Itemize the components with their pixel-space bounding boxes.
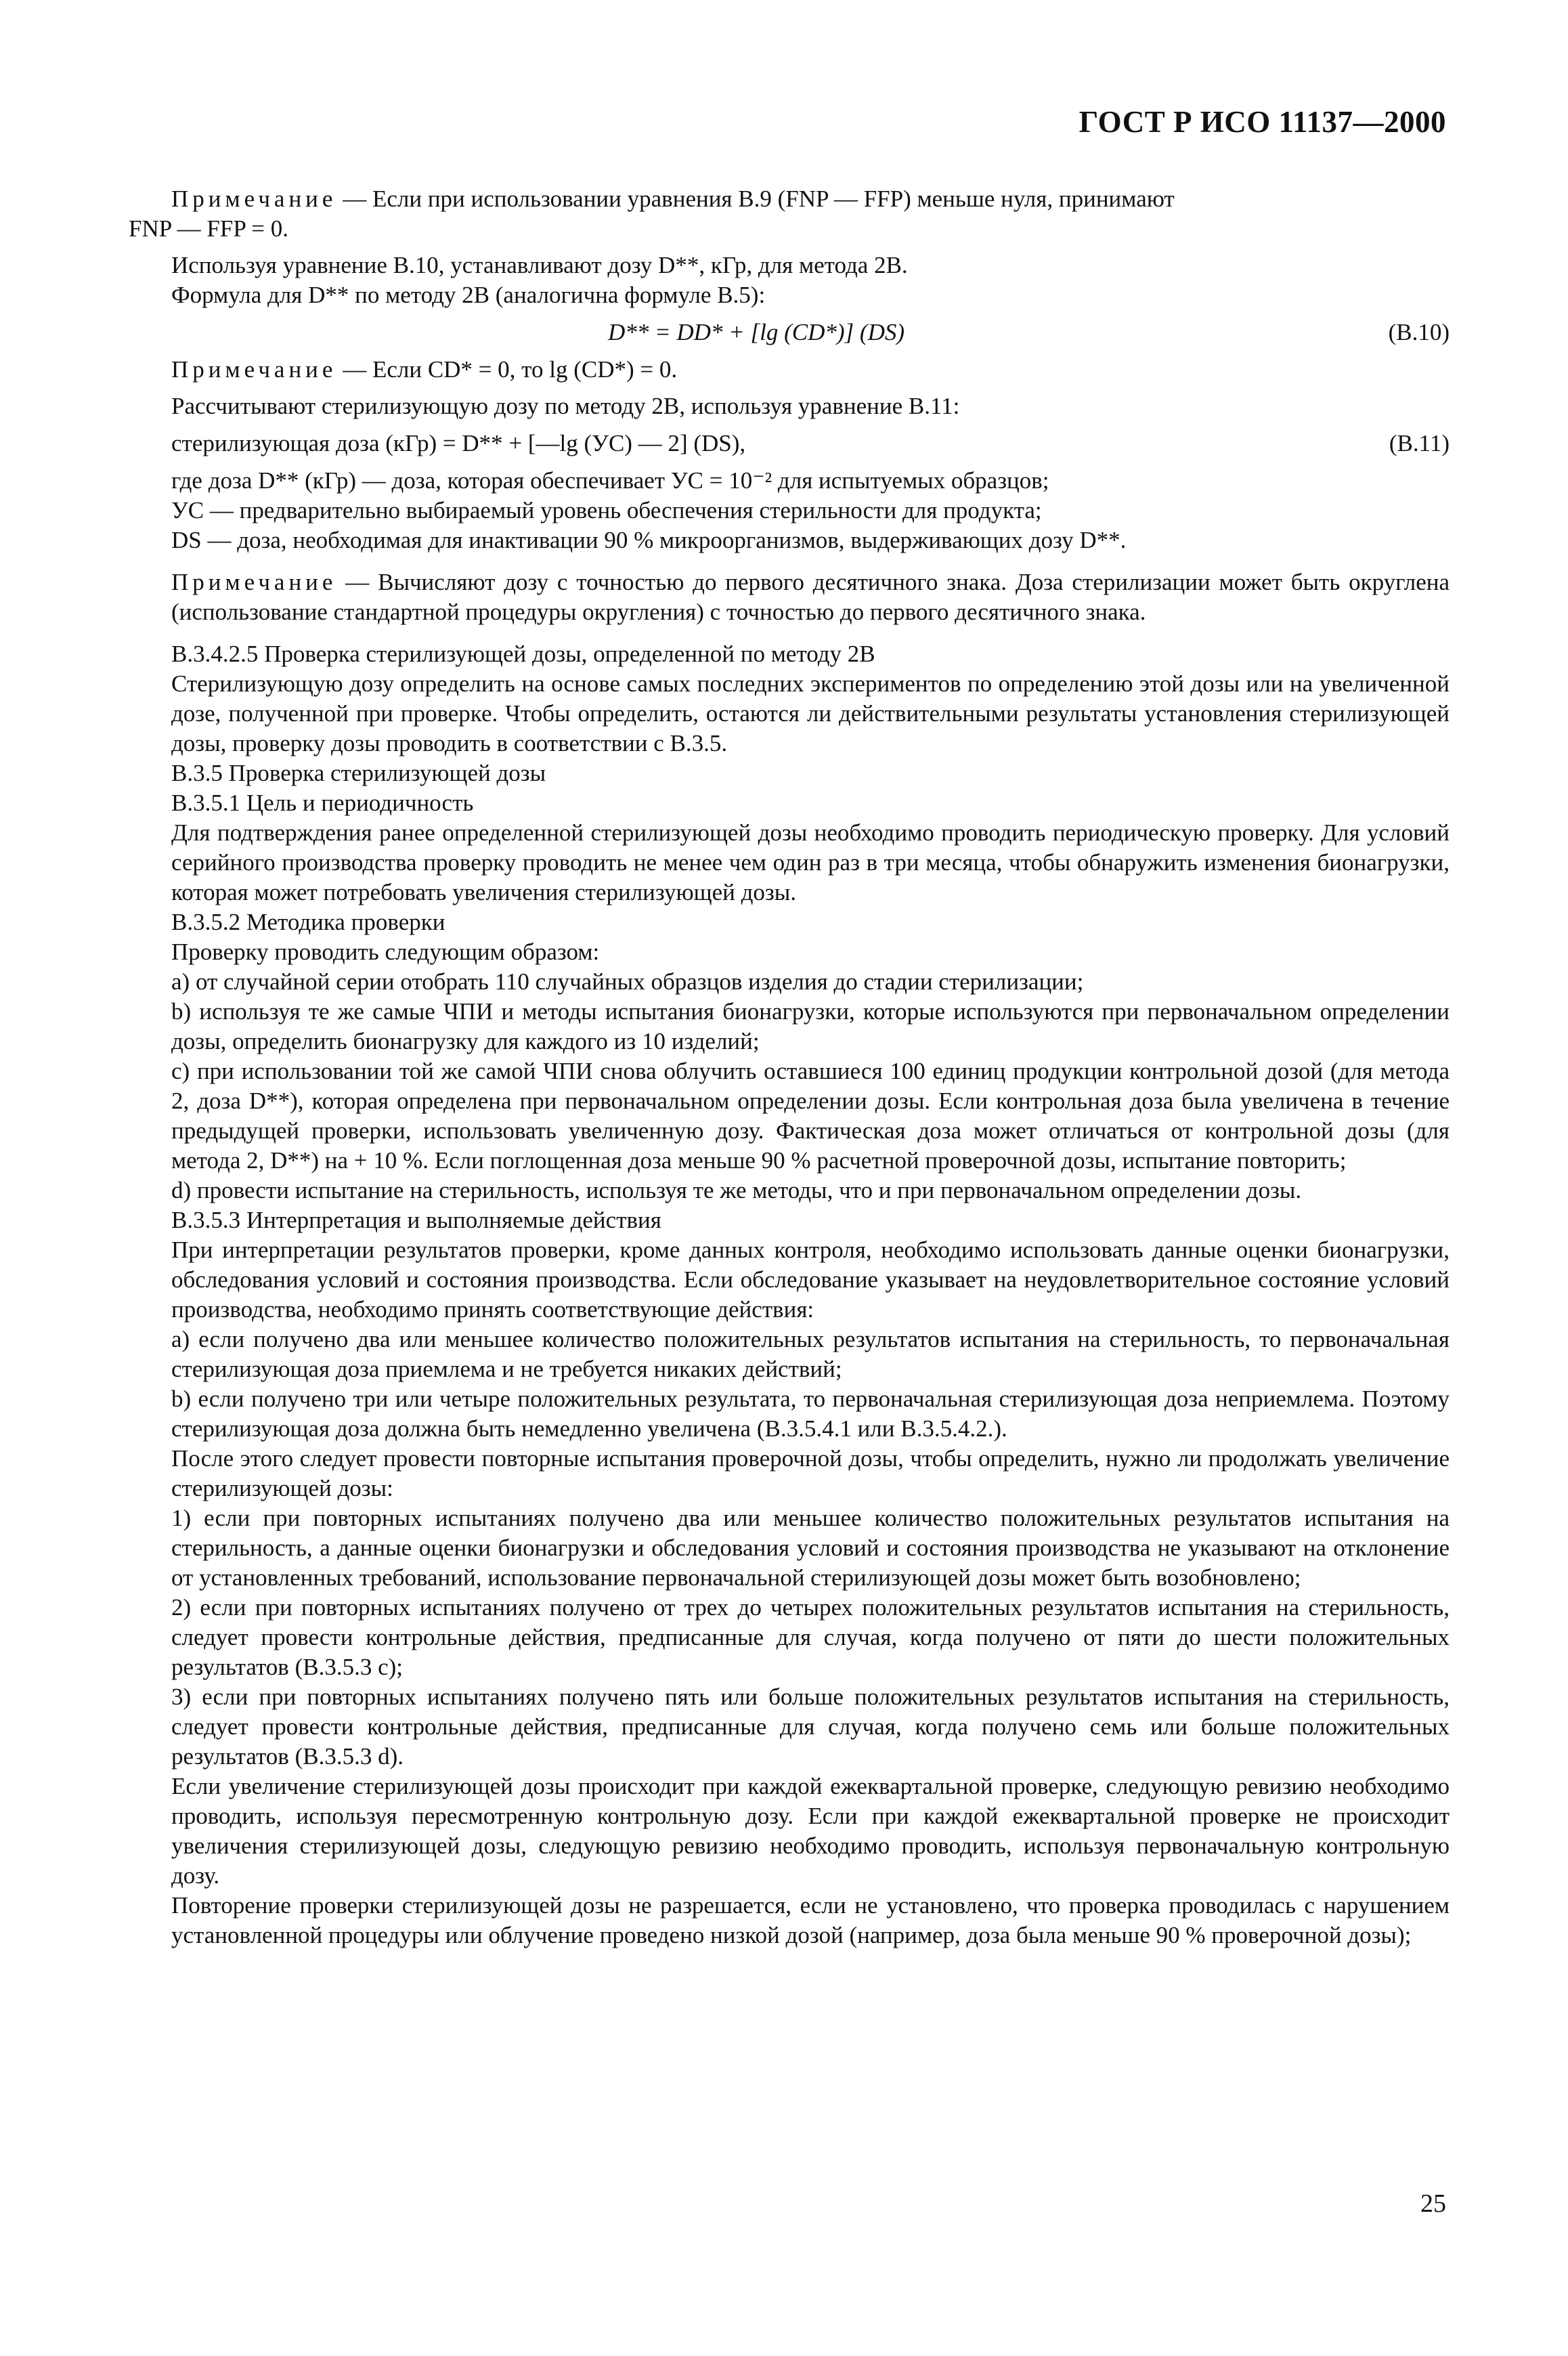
definition: где доза D** (кГр) — доза, которая обеспечивает УС = 10⁻² для испытуемых образцов; <box>171 467 1049 494</box>
paragraph: Рассчитывают стерилизующую дозу по методу 2В, используя уравнение В.11: <box>171 393 960 419</box>
standard-header: ГОСТ Р ИСО 11137—2000 <box>1079 105 1446 139</box>
equation-b11 <box>171 421 1450 466</box>
paragraph: Для подтверждения ранее определенной стерилизующей дозы необходимо проводить периодическую проверку. Для условий серийного производства проверку проводить не менее чем один раз в три месяца, чтобы обнаружить изменения бионагрузки, которая может потребовать увеличения стерилизующей дозы. <box>171 819 1450 905</box>
list-item: 1) если при повторных испытаниях получено два или меньшее количество положительных результатов испытания на стерильность, а данные оценки бионагрузки и обследования условий и состояния производства не указывают на отклонение от установленных требований, использование первоначальной стерилизующей дозы может быть возобновлено; <box>171 1505 1450 1591</box>
list-item: b) если получено три или четыре положительных результата, то первоначальная стерилизующая доза неприемлема. Поэтому стерилизующая доза должна быть немедленно увеличена (В.3.5.4.1 или В.3.5.4.2.). <box>171 1386 1450 1442</box>
definition: DS — доза, необходимая для инактивации 90 % микроорганизмов, выдерживающих дозу D**. <box>171 527 1127 553</box>
equation-b10 <box>171 310 1450 355</box>
note-1 <box>171 184 1450 214</box>
note-3 <box>171 567 1450 627</box>
list-item: b) используя те же самые ЧПИ и методы испытания бионагрузки, которые используются при первоначальном определении дозы, определить бионагрузку для каждого из 10 изделий; <box>171 998 1450 1054</box>
equation-body: стерилизующая доза (кГр) = D** + [—lg (УС) — 2] (DS), <box>171 430 746 456</box>
list-item: 3) если при повторных испытаниях получено пять или больше положительных результатов испытания на стерильность, следует провести контрольные действия, предписанные для случая, когда получено семь или больше положительных результатов (В.3.5.3 d). <box>171 1684 1450 1770</box>
section-heading: В.3.5.1 Цель и периодичность <box>171 790 474 816</box>
note-2 <box>171 355 1450 385</box>
equation-body: D** = DD* + [lg (CD*)] (DS) <box>607 319 905 345</box>
paragraph: Повторение проверки стерилизующей дозы не разрешается, если не установлено, что проверка проводилась с нарушением установленной процедуры или облучение проведено низкой дозой (например, доза была меньше 90 % проверочной дозы); <box>171 1892 1450 1948</box>
paragraph: После этого следует провести повторные испытания проверочной дозы, чтобы определить, нужно ли продолжать увеличение стерилизующей дозы: <box>171 1445 1450 1501</box>
list-item: d) провести испытание на стерильность, используя те же методы, что и при первоначальном определении дозы. <box>171 1177 1302 1203</box>
list-item: a) если получено два или меньшее количество положительных результатов испытания на стерильность, то первоначальная стерилизующая доза приемлема и не требуется никаких действий; <box>171 1326 1450 1382</box>
equation-number: (В.10) <box>1388 319 1450 345</box>
list-item: c) при использовании той же самой ЧПИ снова облучить оставшиеся 100 единиц продукции контрольной дозой (для метода 2, доза D**), которая определена при первоначальном определении дозы. Если контрольная доза была увеличена в течение предыдущей проверки, использовать увеличенную дозу. Фактическая доза может отличаться от контрольной дозы (для метода 2, D**) на + 10 %. Если поглощенная доза меньше 90 % расчетной проверочной дозы, испытание повторить; <box>171 1058 1450 1174</box>
note-label: Примечание <box>171 356 337 383</box>
note-text: — Если CD* = 0, то lg (CD*) = 0. <box>336 356 678 383</box>
page-content <box>129 184 1450 1950</box>
paragraph: Если увеличение стерилизующей дозы происходит при каждой ежеквартальной проверке, следующую ревизию необходимо проводить, используя пересмотренную контрольную дозу. Если при каждой ежеквартальной проверке не происходит увеличения стерилизующей дозы, следующую ревизию необходимо проводить, используя первоначальную контрольную дозу. <box>171 1773 1450 1889</box>
note-1-continuation: FNP — FFP = 0. <box>129 215 288 242</box>
paragraph: Используя уравнение В.10, устанавливают дозу D**, кГр, для метода 2В. <box>171 252 908 278</box>
list-item: 2) если при повторных испытаниях получено от трех до четырех положительных результатов испытания на стерильность, следует провести контрольные действия, предписанные для случая, когда получено от пяти до шести положительных результатов (В.3.5.3 c); <box>171 1594 1450 1680</box>
section-heading: В.3.5 Проверка стерилизующей дозы <box>171 760 546 786</box>
note-label: Примечание <box>171 186 337 212</box>
note-text: — Если при использовании уравнения В.9 (FNP — FFP) меньше нуля, принимают <box>336 186 1175 212</box>
page-number: 25 <box>1420 2189 1446 2218</box>
list-item: a) от случайной серии отобрать 110 случайных образцов изделия до стадии стерилизации; <box>171 968 1084 995</box>
section-heading: В.3.5.3 Интерпретация и выполняемые действия <box>171 1207 661 1233</box>
definition: УС — предварительно выбираемый уровень обеспечения стерильности для продукта; <box>171 497 1042 523</box>
paragraph: Проверку проводить следующим образом: <box>171 939 600 965</box>
paragraph: Формула для D** по методу 2В (аналогична формуле В.5): <box>171 282 766 308</box>
section-heading: В.3.5.2 Методика проверки <box>171 909 445 935</box>
section-heading: В.3.4.2.5 Проверка стерилизующей дозы, определенной по методу 2В <box>171 641 875 667</box>
paragraph: Стерилизующую дозу определить на основе самых последних экспериментов по определению этой дозы или на увеличенной дозе, полученной при проверке. Чтобы определить, остаются ли действительными результаты установления стерилизующей дозы, проверку дозы проводить в соответствии с В.3.5. <box>171 670 1450 756</box>
equation-number: (В.11) <box>1389 430 1450 456</box>
paragraph: При интерпретации результатов проверки, кроме данных контроля, необходимо использовать данные оценки бионагрузки, обследования условий и состояния производства. Если обследование указывает на неудовлетворительное состояние условий производства, необходимо принять соответствующие действия: <box>171 1237 1450 1323</box>
note-label: Примечание <box>171 569 337 595</box>
note-text: — Вычисляют дозу с точностью до первого десятичного знака. Доза стерилизации может быть округлена (использование стандартной процедуры округления) с точностью до первого десятичного знака. <box>171 569 1450 625</box>
